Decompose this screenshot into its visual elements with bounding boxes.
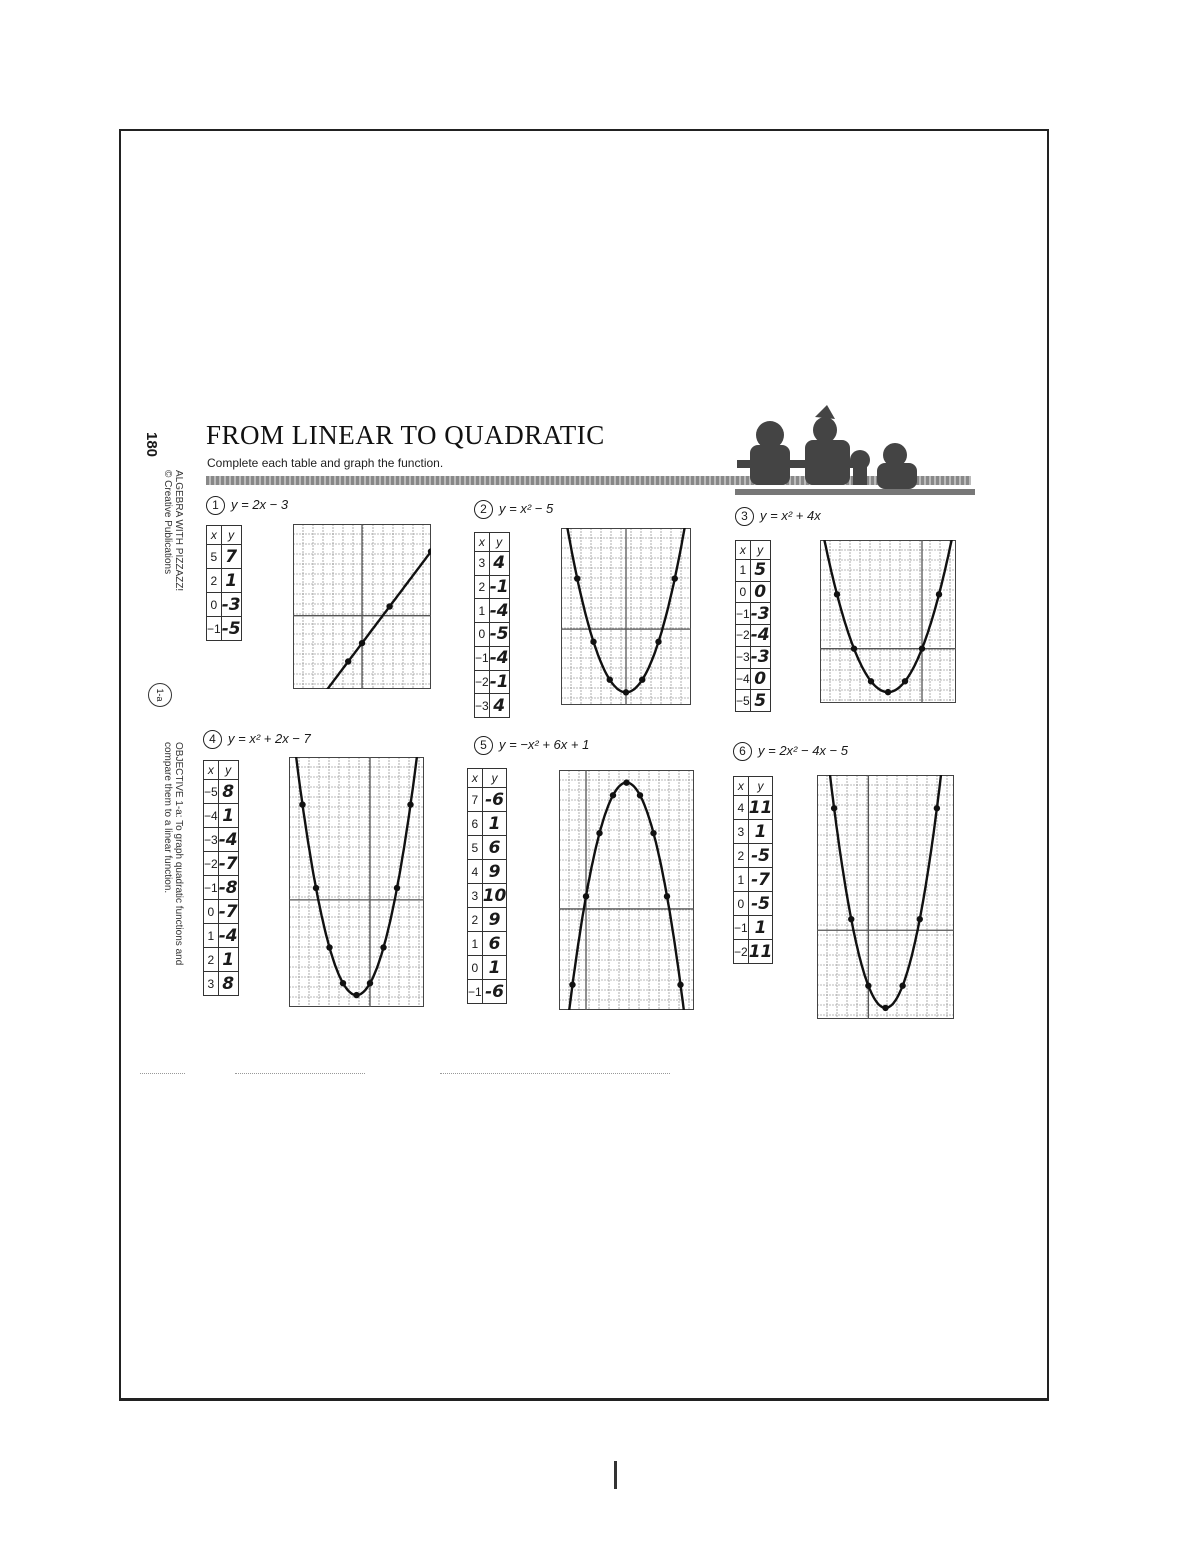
grid-border (818, 776, 954, 1019)
y-header: y (489, 533, 509, 552)
y-header: y (750, 541, 770, 560)
table-row (207, 593, 242, 617)
y-value[interactable]: 9 (482, 860, 507, 884)
table-row (736, 560, 771, 582)
table-row (207, 569, 242, 593)
x-header: x (475, 533, 490, 552)
problem-label (735, 507, 821, 526)
xy-table (735, 540, 771, 712)
table-row (204, 948, 239, 972)
y-value[interactable]: -3 (750, 603, 770, 624)
table-row (468, 860, 507, 884)
plotted-point (574, 575, 580, 581)
plotted-point (677, 982, 683, 988)
coordinate-grid[interactable] (289, 757, 424, 1007)
y-value[interactable]: 1 (218, 948, 238, 972)
plotted-point (831, 805, 837, 811)
plotted-point (672, 575, 678, 581)
table-row (736, 646, 771, 668)
page-title: FROM LINEAR TO QUADRATIC (206, 420, 605, 450)
table-row (734, 868, 773, 892)
table-row (734, 796, 773, 820)
y-value[interactable]: 1 (748, 820, 773, 844)
table-row (207, 617, 242, 641)
x-value[interactable]: 1 (204, 924, 219, 948)
x-header: x (468, 769, 483, 788)
plotted-point (380, 944, 386, 950)
x-value[interactable]: 0 (207, 593, 222, 617)
x-value[interactable]: 5 (207, 545, 222, 569)
side-objective-line2: compare them to a linear function. (162, 742, 173, 894)
plotted-point (868, 678, 874, 684)
x-value[interactable]: 1 (736, 560, 751, 582)
y-value[interactable]: -4 (489, 600, 509, 621)
y-value[interactable]: -7 (218, 853, 238, 874)
side-objective (162, 742, 184, 965)
y-value[interactable]: -4 (218, 925, 238, 946)
divider (440, 1073, 670, 1075)
divider (140, 1073, 185, 1075)
y-value[interactable]: -6 (482, 788, 507, 812)
y-value[interactable]: 11 (748, 797, 773, 818)
y-header: y (221, 526, 241, 545)
y-value[interactable]: 1 (221, 569, 241, 593)
table-row (736, 581, 771, 603)
y-value[interactable]: 7 (221, 545, 241, 569)
y-value[interactable]: 0 (750, 668, 770, 690)
equation: y = 2x² − 4x − 5 (758, 743, 848, 758)
x-value[interactable]: 0 (736, 581, 751, 603)
x-value[interactable]: 2 (475, 575, 490, 599)
plotted-point (596, 830, 602, 836)
plotted-point (919, 645, 925, 651)
x-value[interactable]: 6 (468, 812, 483, 836)
table-row (468, 836, 507, 860)
plotted-point (655, 639, 661, 645)
x-value[interactable]: 1 (734, 868, 749, 892)
plotted-point (353, 992, 359, 998)
x-value[interactable]: −2 (734, 940, 749, 964)
x-value[interactable]: 3 (475, 552, 490, 576)
y-value[interactable]: -1 (489, 577, 509, 598)
table-row (468, 932, 507, 956)
x-value[interactable]: −3 (204, 828, 219, 852)
y-header: y (748, 777, 773, 796)
problem-label (203, 730, 311, 749)
x-value[interactable]: −3 (475, 694, 490, 718)
table-row (204, 780, 239, 804)
xy-table (733, 776, 773, 964)
x-value[interactable]: −1 (736, 603, 751, 625)
table-row (734, 940, 773, 964)
plotted-point (345, 658, 351, 664)
problem-number: 6 (733, 742, 752, 761)
y-value[interactable]: 11 (748, 941, 773, 962)
plotted-point (637, 792, 643, 798)
table-row (204, 972, 239, 996)
table-row (204, 852, 239, 876)
plotted-point (664, 893, 670, 899)
x-value[interactable]: −5 (736, 690, 751, 712)
x-value[interactable]: −3 (736, 646, 751, 668)
y-value[interactable]: -8 (218, 877, 238, 898)
plotted-point (851, 645, 857, 651)
problem-number: 2 (474, 500, 493, 519)
x-value[interactable]: −2 (475, 670, 490, 694)
y-value[interactable]: -5 (748, 892, 773, 916)
x-value[interactable]: 0 (475, 623, 490, 647)
instructions: Complete each table and graph the function. (207, 456, 444, 470)
grid-border (821, 541, 956, 703)
y-value[interactable]: -5 (748, 844, 773, 868)
x-value[interactable]: 0 (468, 956, 483, 980)
x-value[interactable]: −4 (204, 804, 219, 828)
coordinate-grid[interactable] (820, 540, 956, 703)
table-row (204, 924, 239, 948)
plotted-point (340, 980, 346, 986)
y-value[interactable]: 8 (218, 780, 238, 804)
plotted-point (313, 885, 319, 891)
plotted-point (326, 944, 332, 950)
x-header: x (204, 761, 219, 780)
y-header: y (482, 769, 507, 788)
x-value[interactable]: −1 (207, 617, 222, 641)
equation: y = x² + 4x (760, 508, 821, 523)
coordinate-grid[interactable] (561, 528, 691, 705)
table-row (207, 545, 242, 569)
table-row (736, 625, 771, 647)
xy-table (474, 532, 510, 718)
y-value[interactable]: 6 (482, 932, 507, 956)
table-row (475, 694, 510, 718)
problem-number: 5 (474, 736, 493, 755)
y-value[interactable]: 5 (750, 690, 770, 712)
x-value[interactable]: 1 (468, 932, 483, 956)
plotted-point (639, 677, 645, 683)
plotted-point (848, 916, 854, 922)
coordinate-grid[interactable] (559, 770, 694, 1010)
x-header: x (734, 777, 749, 796)
problem-label (474, 736, 589, 755)
y-value[interactable]: 1 (748, 916, 773, 940)
function-curve (817, 775, 954, 1008)
table-row (736, 668, 771, 690)
table-row (468, 884, 507, 908)
plotted-point (590, 639, 596, 645)
plotted-point (902, 678, 908, 684)
x-value[interactable]: −1 (734, 916, 749, 940)
table-row (204, 876, 239, 900)
table-row (468, 980, 507, 1004)
y-value[interactable]: 4 (489, 552, 509, 576)
plotted-point (569, 982, 575, 988)
xy-table (467, 768, 507, 1004)
plotted-point (407, 801, 413, 807)
plotted-point (934, 805, 940, 811)
plotted-point (386, 603, 392, 609)
plotted-point (623, 689, 629, 695)
page-mark (614, 1461, 617, 1489)
table-row (734, 916, 773, 940)
x-value[interactable]: −5 (204, 780, 219, 804)
table-row (475, 599, 510, 623)
xy-table (206, 525, 242, 641)
side-objective-badge: 1-a (148, 683, 172, 707)
side-objective-line1: OBJECTIVE 1-a: To graph quadratic functions and (173, 742, 184, 966)
table-row (736, 690, 771, 712)
side-book-line2: © Creative Publications (162, 470, 173, 575)
y-value[interactable]: -7 (218, 901, 238, 922)
plotted-point (610, 792, 616, 798)
table-row (734, 892, 773, 916)
y-value[interactable]: 10 (482, 885, 507, 906)
x-value[interactable]: 3 (468, 884, 483, 908)
function-curve (820, 540, 956, 692)
plotted-point (882, 1005, 888, 1011)
table-row (468, 812, 507, 836)
y-value[interactable]: -3 (750, 647, 770, 668)
plotted-point (394, 885, 400, 891)
y-value[interactable]: 1 (482, 812, 507, 836)
y-value[interactable]: -4 (750, 625, 770, 646)
plotted-point (359, 640, 365, 646)
table-row (475, 575, 510, 599)
plotted-point (623, 779, 629, 785)
x-value[interactable]: 0 (734, 892, 749, 916)
table-row (734, 820, 773, 844)
y-value[interactable]: -4 (218, 829, 238, 850)
y-value[interactable]: 9 (482, 908, 507, 932)
pizza-chef-silhouette (735, 405, 975, 495)
side-book-credit (162, 470, 184, 591)
x-value[interactable]: 5 (468, 836, 483, 860)
y-value[interactable]: -5 (221, 618, 241, 639)
x-value[interactable]: 2 (468, 908, 483, 932)
y-value[interactable]: -1 (489, 671, 509, 692)
plotted-point (834, 591, 840, 597)
equation: y = −x² + 6x + 1 (499, 737, 590, 752)
problem-number: 3 (735, 507, 754, 526)
x-value[interactable]: −1 (475, 646, 490, 670)
x-header: x (207, 526, 222, 545)
table-row (475, 646, 510, 670)
equation: y = x² + 2x − 7 (228, 731, 311, 746)
x-value[interactable]: −1 (468, 980, 483, 1004)
y-value[interactable]: -6 (482, 980, 507, 1004)
plotted-point (367, 980, 373, 986)
table-row (734, 844, 773, 868)
y-value[interactable]: 1 (482, 956, 507, 980)
side-book-line1: ALGEBRA WITH PIZZAZZ! (173, 470, 184, 592)
problem-number: 4 (203, 730, 222, 749)
table-row (204, 804, 239, 828)
y-value[interactable]: -5 (489, 624, 509, 645)
x-value[interactable]: 3 (204, 972, 219, 996)
equation: y = 2x − 3 (231, 497, 289, 512)
y-value[interactable]: -7 (748, 868, 773, 892)
plotted-point (885, 689, 891, 695)
table-row (468, 956, 507, 980)
x-value[interactable]: 2 (207, 569, 222, 593)
side-page-number: 180 (143, 432, 160, 458)
y-value[interactable]: -3 (221, 594, 241, 615)
y-value[interactable]: 6 (482, 836, 507, 860)
problem-label (733, 742, 848, 761)
divider (235, 1073, 365, 1075)
y-header: y (218, 761, 238, 780)
y-value[interactable]: 5 (750, 560, 770, 582)
y-value[interactable]: 4 (489, 694, 509, 718)
plotted-point (936, 591, 942, 597)
equation: y = x² − 5 (499, 501, 554, 516)
x-value[interactable]: −2 (736, 625, 751, 647)
table-row (475, 623, 510, 647)
table-row (468, 908, 507, 932)
x-value[interactable]: 4 (468, 860, 483, 884)
plotted-point (650, 830, 656, 836)
x-header: x (736, 541, 751, 560)
plotted-point (583, 893, 589, 899)
plotted-point (607, 677, 613, 683)
plotted-point (865, 983, 871, 989)
page-frame (119, 129, 1049, 1401)
table-row (204, 900, 239, 924)
x-value[interactable]: 7 (468, 788, 483, 812)
y-value[interactable]: 1 (218, 804, 238, 828)
grid-border (290, 758, 424, 1007)
problem-label (206, 496, 288, 515)
x-value[interactable]: 1 (475, 599, 490, 623)
x-value[interactable]: 2 (734, 844, 749, 868)
x-value[interactable]: −1 (204, 876, 219, 900)
x-value[interactable]: −2 (204, 852, 219, 876)
x-value[interactable]: 3 (734, 820, 749, 844)
coordinate-grid[interactable] (817, 775, 954, 1019)
y-value[interactable]: 0 (750, 581, 770, 603)
y-value[interactable]: -4 (489, 648, 509, 669)
table-row (204, 828, 239, 852)
table-row (475, 552, 510, 576)
table-row (468, 788, 507, 812)
plotted-point (899, 983, 905, 989)
y-value[interactable]: 8 (218, 972, 238, 996)
coordinate-grid[interactable] (293, 524, 431, 689)
table-row (475, 670, 510, 694)
plotted-point (917, 916, 923, 922)
x-value[interactable]: −4 (736, 668, 751, 690)
x-value[interactable]: 2 (204, 948, 219, 972)
problem-number: 1 (206, 496, 225, 515)
table-row (736, 603, 771, 625)
problem-label (474, 500, 553, 519)
xy-table (203, 760, 239, 996)
x-value[interactable]: 0 (204, 900, 219, 924)
x-value[interactable]: 4 (734, 796, 749, 820)
plotted-point (299, 801, 305, 807)
